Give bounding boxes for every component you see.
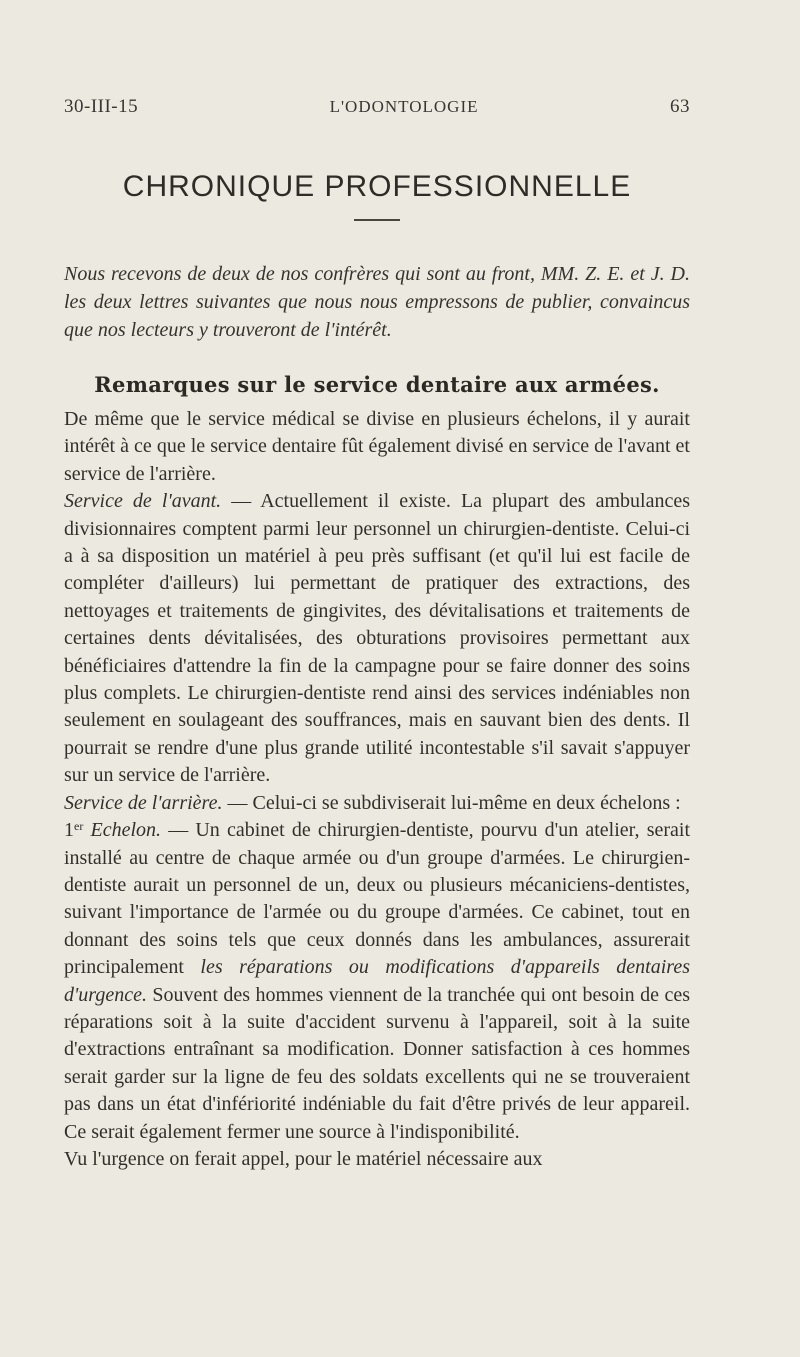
paragraph-4-label: Echelon. [83, 819, 162, 842]
paragraph-4-text-b: Souvent des hommes viennent de la tranchée qui ont besoin de ces réparations soit à la suite d'accident survenu à l'appareil, soit à la suite d'extractions entraînant sa modification. Donner satisfaction à ces hommes serait garder sur la ligne de feu des soldats excellents qui ne se trouveraient pas dans un état d'infériorité indéniable du fait d'être privés de leur appareil. Ce serait également fermer une source à l'indisponibilité. [64, 983, 690, 1143]
page-number: 63 [669, 96, 690, 117]
section-title: CHRONIQUE PROFESSIONNELLE [122, 170, 632, 203]
paragraph-1 [64, 406, 690, 488]
paragraph-2-label: Service de l'avant. [64, 490, 222, 513]
paragraph-4 [64, 817, 690, 1146]
paragraph-5 [64, 1146, 690, 1173]
title-rule [354, 219, 400, 221]
paragraph-4-superscript: er [74, 819, 84, 834]
paragraph-4-emphasis: les réparations ou modifications d'appareils dentaires d'urgence. [64, 956, 690, 1006]
paragraph-3-label: Service de l'arrière. [64, 791, 223, 814]
paragraph-4-text-a: — Un cabinet de chirurgien-dentiste, pourvu d'un atelier, serait installé au centre de chaque armée ou d'un groupe d'armées. Le chirurgien-dentiste aurait un personnel de un, deux ou plusieurs mécaniciens-dentistes, suivant l'importance de l'armée ou du groupe d'armées. Ce cabinet, tout en donnant des soins tels que ceux donnés dans les ambulances, assurerait principalement [64, 819, 690, 979]
paragraph-3 [64, 790, 690, 817]
paragraph-3-text: — Celui-ci se subdiviserait lui-même en deux échelons : [222, 791, 681, 814]
paragraph-2-text: — Actuellement il existe. La plupart des ambulances divisionnaires comptent parmi leur personnel un chirurgien-dentiste. Celui-ci a à sa disposition un matériel à peu près suffisant (et qu'il lui est facile de compléter d'ailleurs) lui permettant de pratiquer des extractions, des nettoyages et traitements de gingivites, des dévitalisations et traitements de certaines dents dévitalisées, des obturations provisoires permettant aux bénéficiaires d'attendre la fin de la campagne pour se faire donner des soins plus complets. Le chirurgien-dentiste rend ainsi des services indéniables non seulement en soulageant des souffrances, mais en sauvant bien des dents. Il pourrait se rendre d'une plus grande utilité incontestable s'il savait s'appuyer sur un service de l'arrière. [64, 490, 690, 787]
paragraph-5-text: Vu l'urgence on ferait appel, pour le matériel nécessaire aux [64, 1147, 543, 1170]
issue-date: 30-III-15 [64, 96, 139, 117]
intro-paragraph: Nous recevons de deux de nos confrères qui sont au front, MM. Z. E. et J. D. les deux lettres suivantes que nous nous empressons de publier, convaincus que nos lecteurs y trouveront de l'intérêt. [64, 263, 690, 341]
journal-name: L'ODONTOLOGIE [329, 97, 479, 116]
article-heading: Remarques sur le service dentaire aux armées. [94, 372, 660, 397]
paragraph-4-number: 1 [64, 819, 74, 842]
running-header [64, 96, 690, 118]
paragraph-2 [64, 488, 690, 789]
paragraph-1-text: De même que le service médical se divise en plusieurs échelons, il y aurait intérêt à ce que le service dentaire fût également divisé en service de l'avant et service de l'arrière. [64, 408, 690, 485]
article-body [64, 406, 690, 1173]
